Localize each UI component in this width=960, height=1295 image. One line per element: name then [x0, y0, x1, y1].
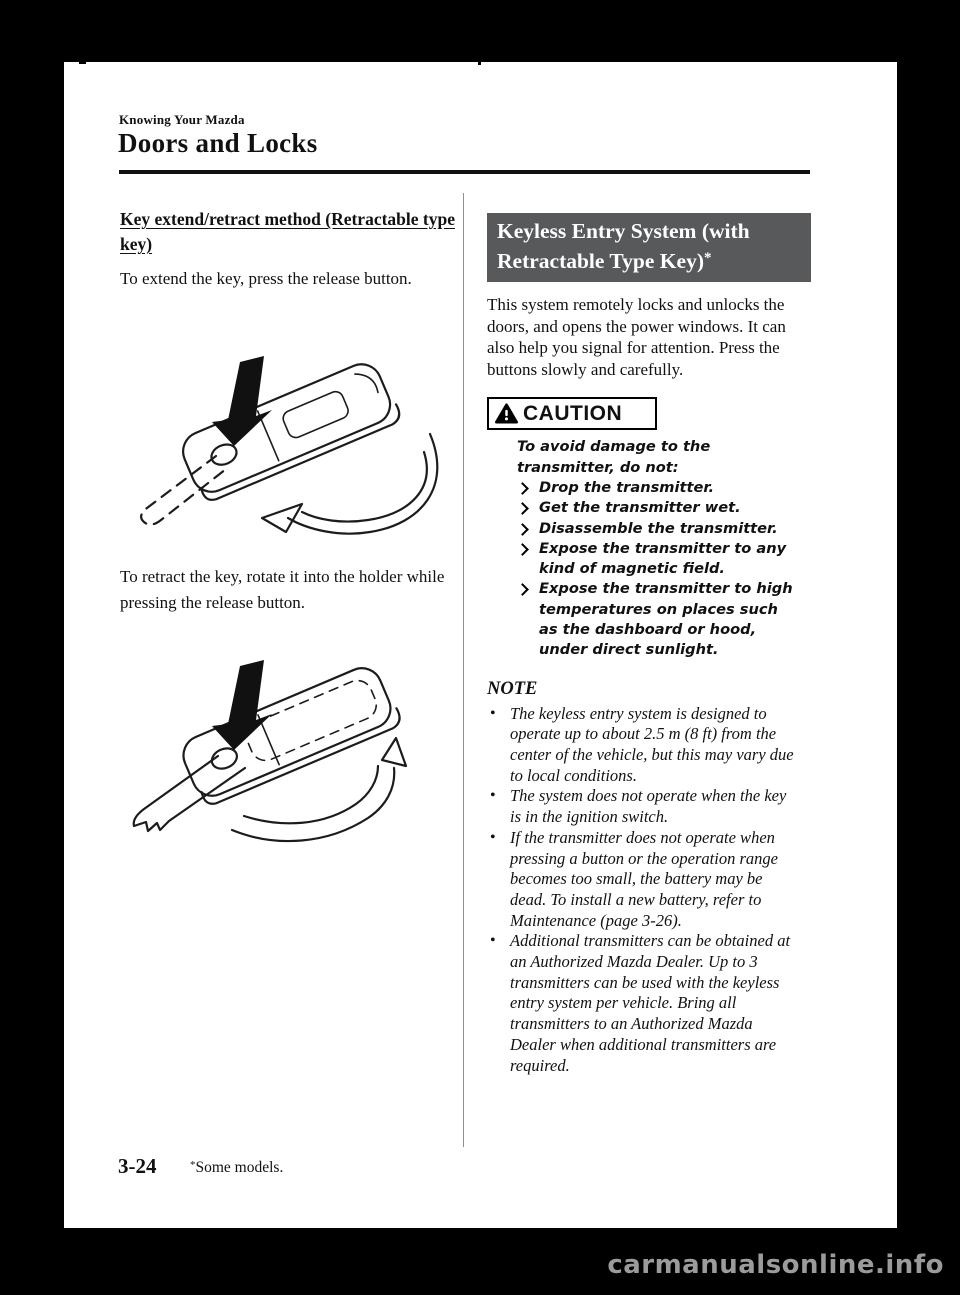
arrowhead-bullet-icon — [516, 502, 529, 515]
footnote-asterisk: * — [190, 1159, 196, 1171]
caution-banner — [487, 397, 657, 430]
bullet-icon: • — [490, 704, 496, 722]
key-fob-drawing — [134, 660, 406, 841]
warning-icon — [495, 403, 518, 424]
right-column — [487, 213, 811, 1076]
extend-instruction-text: To extend the key, press the release button. — [120, 269, 412, 288]
note-item: • The keyless entry system is designed to operate up to about 2.5 m (8 ft) from the center of the vehicle, but this may vary due to local conditions. — [490, 703, 794, 785]
footnote-asterisk: * — [703, 250, 712, 266]
bullet-icon: • — [490, 932, 496, 950]
caution-item: Get the transmitter wet. — [517, 498, 793, 518]
caution-list — [517, 478, 793, 661]
arrowhead-bullet-icon — [516, 584, 529, 597]
caution-item: Expose the transmitter to any kind of magnetic field. — [517, 539, 793, 580]
key-retract-illustration — [120, 638, 446, 844]
arrowhead-bullet-icon — [516, 543, 529, 556]
retract-instruction-text: To retract the key, rotate it into the holder while pressing the release button. — [120, 567, 445, 612]
header-rule — [119, 170, 810, 174]
press-button-arrow-icon — [212, 660, 272, 750]
page-number: 3-24 — [118, 1154, 157, 1178]
arrowhead-bullet-icon — [516, 523, 529, 536]
bullet-icon: • — [490, 787, 496, 805]
section-title-text: Keyless Entry System (with Retractable Type Key) — [497, 219, 750, 273]
bullet-icon: • — [490, 828, 496, 846]
key-extend-illustration — [120, 328, 446, 544]
left-column — [120, 207, 462, 292]
note-list — [487, 704, 799, 1077]
press-button-arrow-icon — [212, 356, 272, 446]
scan-tick-mark — [79, 62, 86, 64]
left-section-heading: Key extend/retract method (Retractable type key) — [120, 209, 455, 254]
key-fob-drawing — [141, 356, 437, 534]
column-divider — [463, 193, 464, 1147]
arrowhead-bullet-icon — [516, 482, 529, 495]
manual-page — [64, 62, 897, 1228]
caution-item: Drop the transmitter. — [517, 478, 793, 498]
intro-paragraph: This system remotely locks and unlocks the doors, and opens the power windows. It can also help you signal for attention. Press the buttons slowly and carefully. — [487, 295, 786, 379]
caution-label: CAUTION — [523, 401, 623, 425]
footnote: *Some models. — [190, 1159, 284, 1176]
caution-item: Expose the transmitter to high temperatures on places such as the dashboard or hood, under direct sunlight. — [517, 579, 793, 660]
scan-tick-mark — [478, 59, 481, 65]
note-label: NOTE — [487, 678, 538, 699]
breadcrumb: Knowing Your Mazda — [119, 112, 245, 127]
note-item: • Additional transmitters can be obtained at an Authorized Mazda Dealer. Up to 3 transmitters can be used with the keyless entry system per vehicle. Bring all transmitters to an Authorized Mazda Dealer when additional transmitters are required. — [490, 931, 791, 1075]
rotate-arrow-icon — [288, 434, 437, 534]
note-item: • The system does not operate when the key is in the ignition switch. — [490, 786, 787, 827]
caution-item: Disassemble the transmitter. — [517, 519, 793, 539]
page-title: Doors and Locks — [118, 128, 318, 158]
caution-content — [517, 437, 793, 660]
note-item: • If the transmitter does not operate when pressing a button or the operation range becomes too small, the battery may be dead. To install a new battery, refer to Maintenance (page 3-26). — [490, 827, 778, 930]
watermark: carmanualsonline.info — [607, 1250, 944, 1280]
caution-lead-text: To avoid damage to the transmitter, do not: — [517, 438, 711, 476]
section-title-banner — [487, 213, 811, 282]
